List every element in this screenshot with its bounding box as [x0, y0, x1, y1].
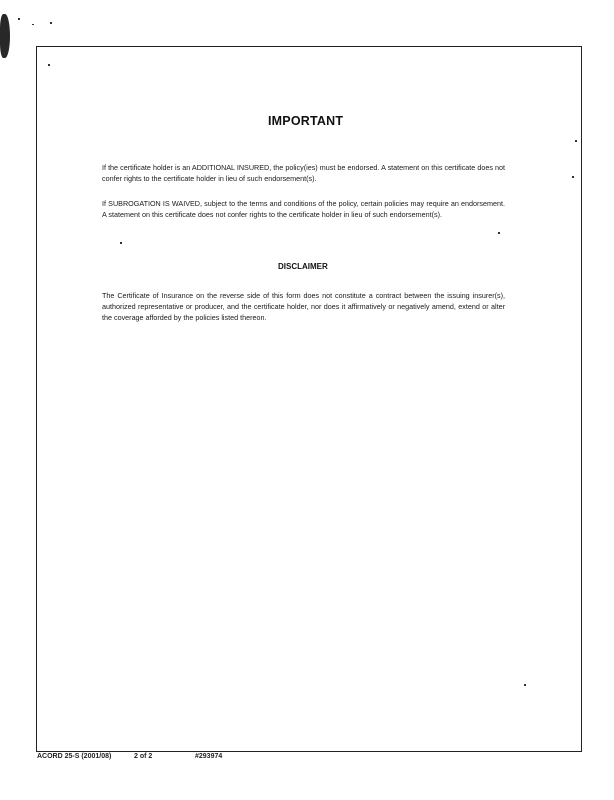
form-border — [36, 46, 582, 752]
page-number: 2 of 2 — [134, 753, 153, 760]
subrogation-paragraph: If SUBROGATION IS WAIVED, subject to the terms and conditions of the policy, certain policies may require an endorsement. A statement on this certificate does not confer rights to the certificate holder in lieu of such endorsement(s). — [102, 199, 505, 219]
form-identifier: ACORD 25-S (2001/08) — [37, 753, 112, 760]
document-number: #293974 — [195, 753, 223, 760]
scan-speckle — [18, 18, 20, 20]
page-title: IMPORTANT — [268, 114, 344, 128]
disclaimer-paragraph: The Certificate of Insurance on the reverse side of this form does not constitute a contract between the issuing insurer(s), authorized representative or producer, and the certificate holder, nor does it affirmatively or negatively amend, extend or alter the coverage afforded by the policies listed thereon. — [102, 291, 505, 322]
disclaimer-heading: DISCLAIMER — [278, 262, 328, 271]
scan-artifact — [0, 14, 10, 58]
additional-insured-paragraph: If the certificate holder is an ADDITIONAL INSURED, the policy(ies) must be endorsed. A statement on this certificate does not confer rights to the certificate holder in lieu of such endorsement(s). — [102, 163, 505, 183]
scan-speckle — [32, 24, 34, 25]
scan-speckle — [50, 22, 52, 24]
